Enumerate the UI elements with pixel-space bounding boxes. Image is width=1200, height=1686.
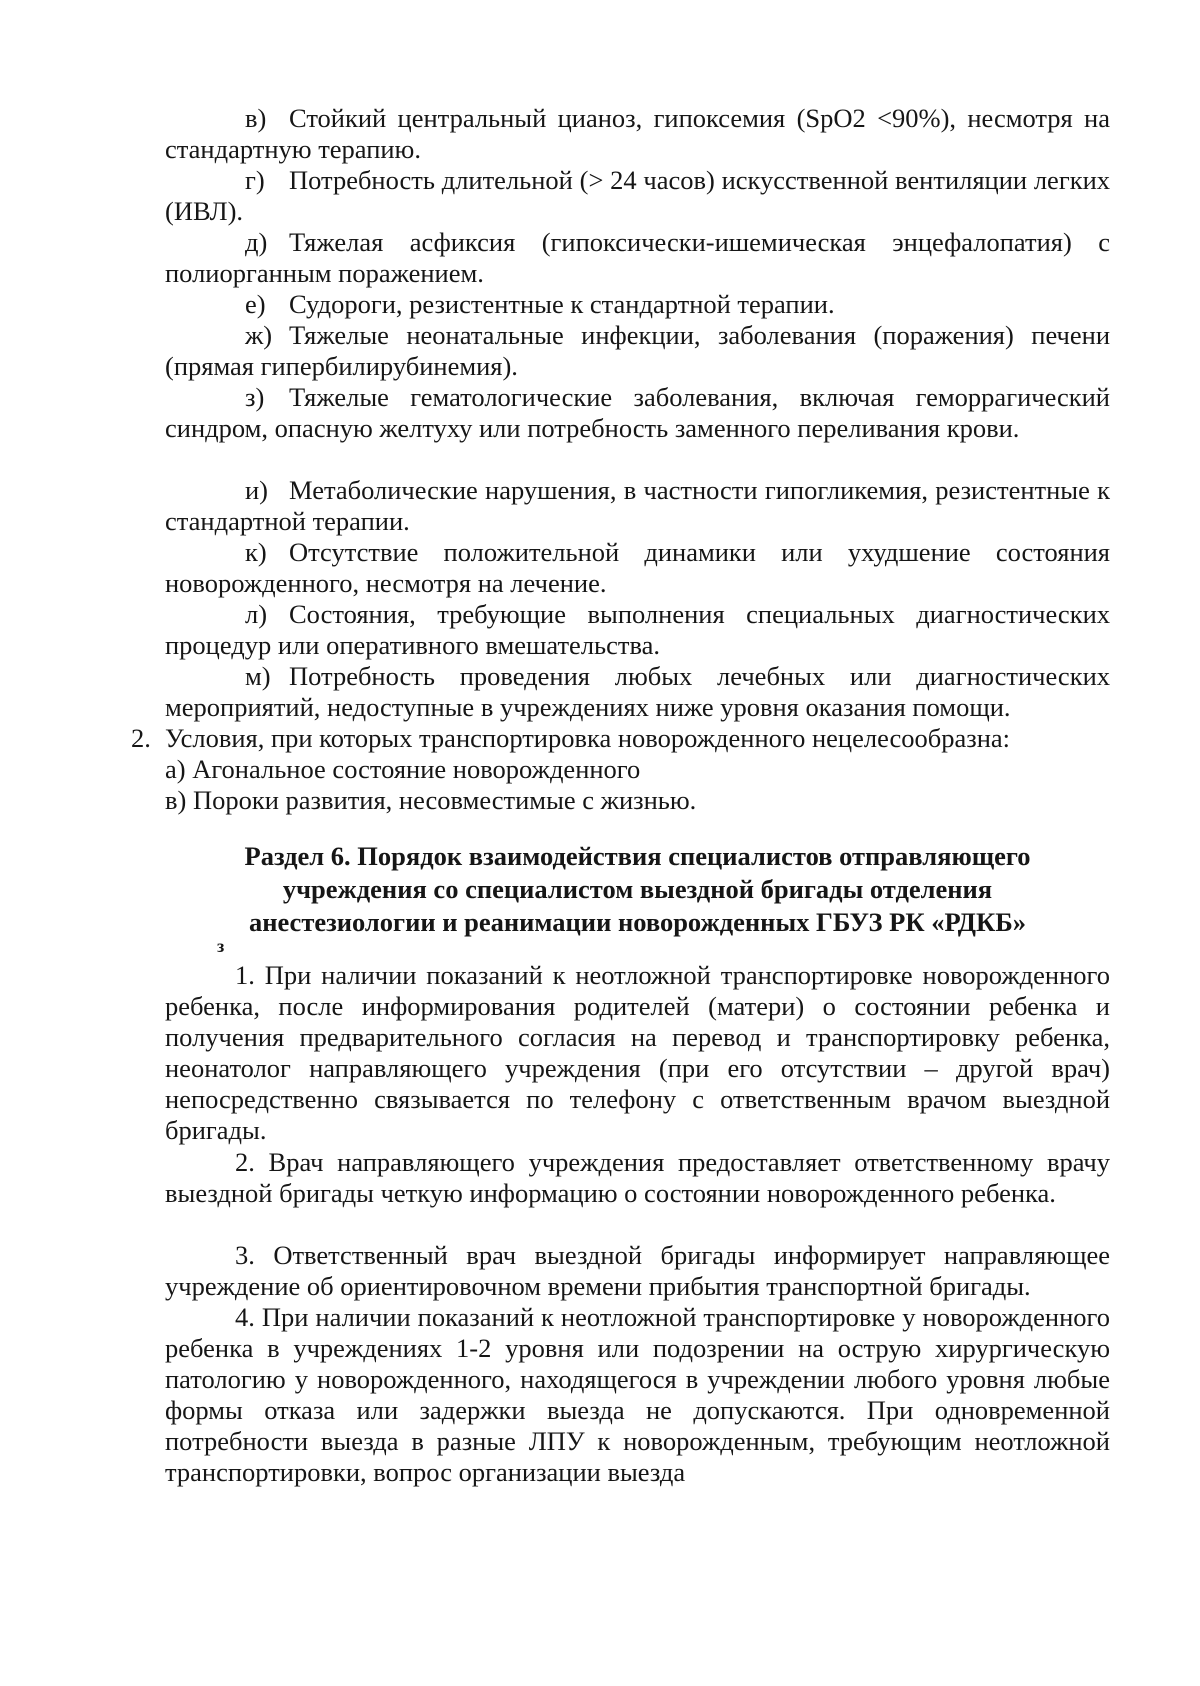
list-item-text: Тяжелые неонатальные инфекции, заболевания (поражения) печени (прямая гипербилирубинемия). xyxy=(165,320,1110,381)
item-number: 2. xyxy=(131,723,151,753)
list-item-text: Потребность длительной (> 24 часов) искусственной вентиляции легких (ИВЛ). xyxy=(165,165,1110,226)
list-item-e xyxy=(165,289,1110,320)
list-item-d xyxy=(165,227,1110,289)
list-marker: к) xyxy=(245,537,267,567)
list-item-text: Тяжелые гематологические заболевания, включая геморрагический синдром, опасную желтуху или потребность заменного переливания крови. xyxy=(165,382,1110,443)
list-marker: е) xyxy=(245,289,266,319)
section-paragraph-2: 2. Врач направляющего учреждения предоставляет ответственному врачу выездной бригады четкую информацию о состоянии новорожденного ребенка. xyxy=(165,1147,1110,1208)
list-marker: ж) xyxy=(245,320,273,350)
heading-line: Раздел 6. Порядок взаимодействия специалистов отправляющего xyxy=(244,841,1031,871)
list-marker: л) xyxy=(245,599,268,629)
sub-item-v: в) Пороки развития, несовместимые с жизнью. xyxy=(165,785,697,815)
list-item-i xyxy=(165,475,1110,537)
sub-item-a: а) Агональное состояние новорожденного xyxy=(165,754,641,784)
list-item-text: Потребность проведения любых лечебных или диагностических мероприятий, недоступные в учреждениях ниже уровня оказания помощи. xyxy=(165,661,1110,722)
section-paragraph-4: 4. При наличии показаний к неотложной транспортировке у новорожденного ребенка в учреждениях 1-2 уровня или подозрении на острую хирургическую патологию у новорожденного, находящегося в учреждении любого уровня любые формы отказа или задержки выезда не допускаются. При одновременной потребности выезда в разные ЛПУ к новорожденным, требующим неотложной транспортировки, вопрос организации выезда xyxy=(165,1302,1110,1487)
list-item-z xyxy=(165,382,1110,444)
list-item-g xyxy=(165,165,1110,227)
list-item-text: Состояния, требующие выполнения специальных диагностических процедур или оперативного вмешательства. xyxy=(165,599,1110,660)
list-item-l xyxy=(165,599,1110,661)
list-item-text: Метаболические нарушения, в частности гипогликемия, резистентные к стандартной терапии. xyxy=(165,475,1110,536)
list-marker: з) xyxy=(245,382,265,412)
list-marker: м) xyxy=(245,661,271,691)
list-item-text: Тяжелая асфиксия (гипоксически-ишемическая энцефалопатия) с полиорганным поражением. xyxy=(165,227,1110,288)
section-paragraph-3: 3. Ответственный врач выездной бригады информирует направляющее учреждение об ориентировочном времени прибытия транспортной бригады. xyxy=(165,1240,1110,1301)
list-item-text: Судороги, резистентные к стандартной терапии. xyxy=(289,289,835,319)
list-item-m xyxy=(165,661,1110,723)
list-item-text: Отсутствие положительной динамики или ухудшение состояния новорожденного, несмотря на лечение. xyxy=(165,537,1110,598)
list-marker: и) xyxy=(245,475,269,505)
list-marker: г) xyxy=(245,165,265,195)
list-item-zh xyxy=(165,320,1110,382)
list-marker: д) xyxy=(245,227,268,257)
numbered-item-2 xyxy=(131,723,1110,754)
list-item-v xyxy=(165,103,1110,165)
item-text: Условия, при которых транспортировка новорожденного нецелесообразна: xyxy=(165,723,1011,753)
stray-mark: з xyxy=(217,936,225,956)
list-item-text: Стойкий центральный цианоз, гипоксемия (SpO2 <90%), несмотря на стандартную терапию. xyxy=(165,103,1110,164)
section-paragraph-1: 1. При наличии показаний к неотложной транспортировке новорожденного ребенка, после информирования родителей (матери) о состоянии ребенка и получения предварительного согласия на перевод и транспортировку ребенка, неонатолог направляющего учреждения (при его отсутствии – другой врач) непосредственно связывается по телефону с ответственным врачом выездной бригады. xyxy=(165,960,1110,1145)
list-item-k xyxy=(165,537,1110,599)
section-heading xyxy=(165,840,1110,939)
list-marker: в) xyxy=(245,103,267,133)
heading-line: учреждения со специалистом выездной бригады отделения xyxy=(282,874,993,904)
heading-line: анестезиологии и реанимации новорожденных ГБУЗ РК «РДКБ» xyxy=(248,907,1027,937)
